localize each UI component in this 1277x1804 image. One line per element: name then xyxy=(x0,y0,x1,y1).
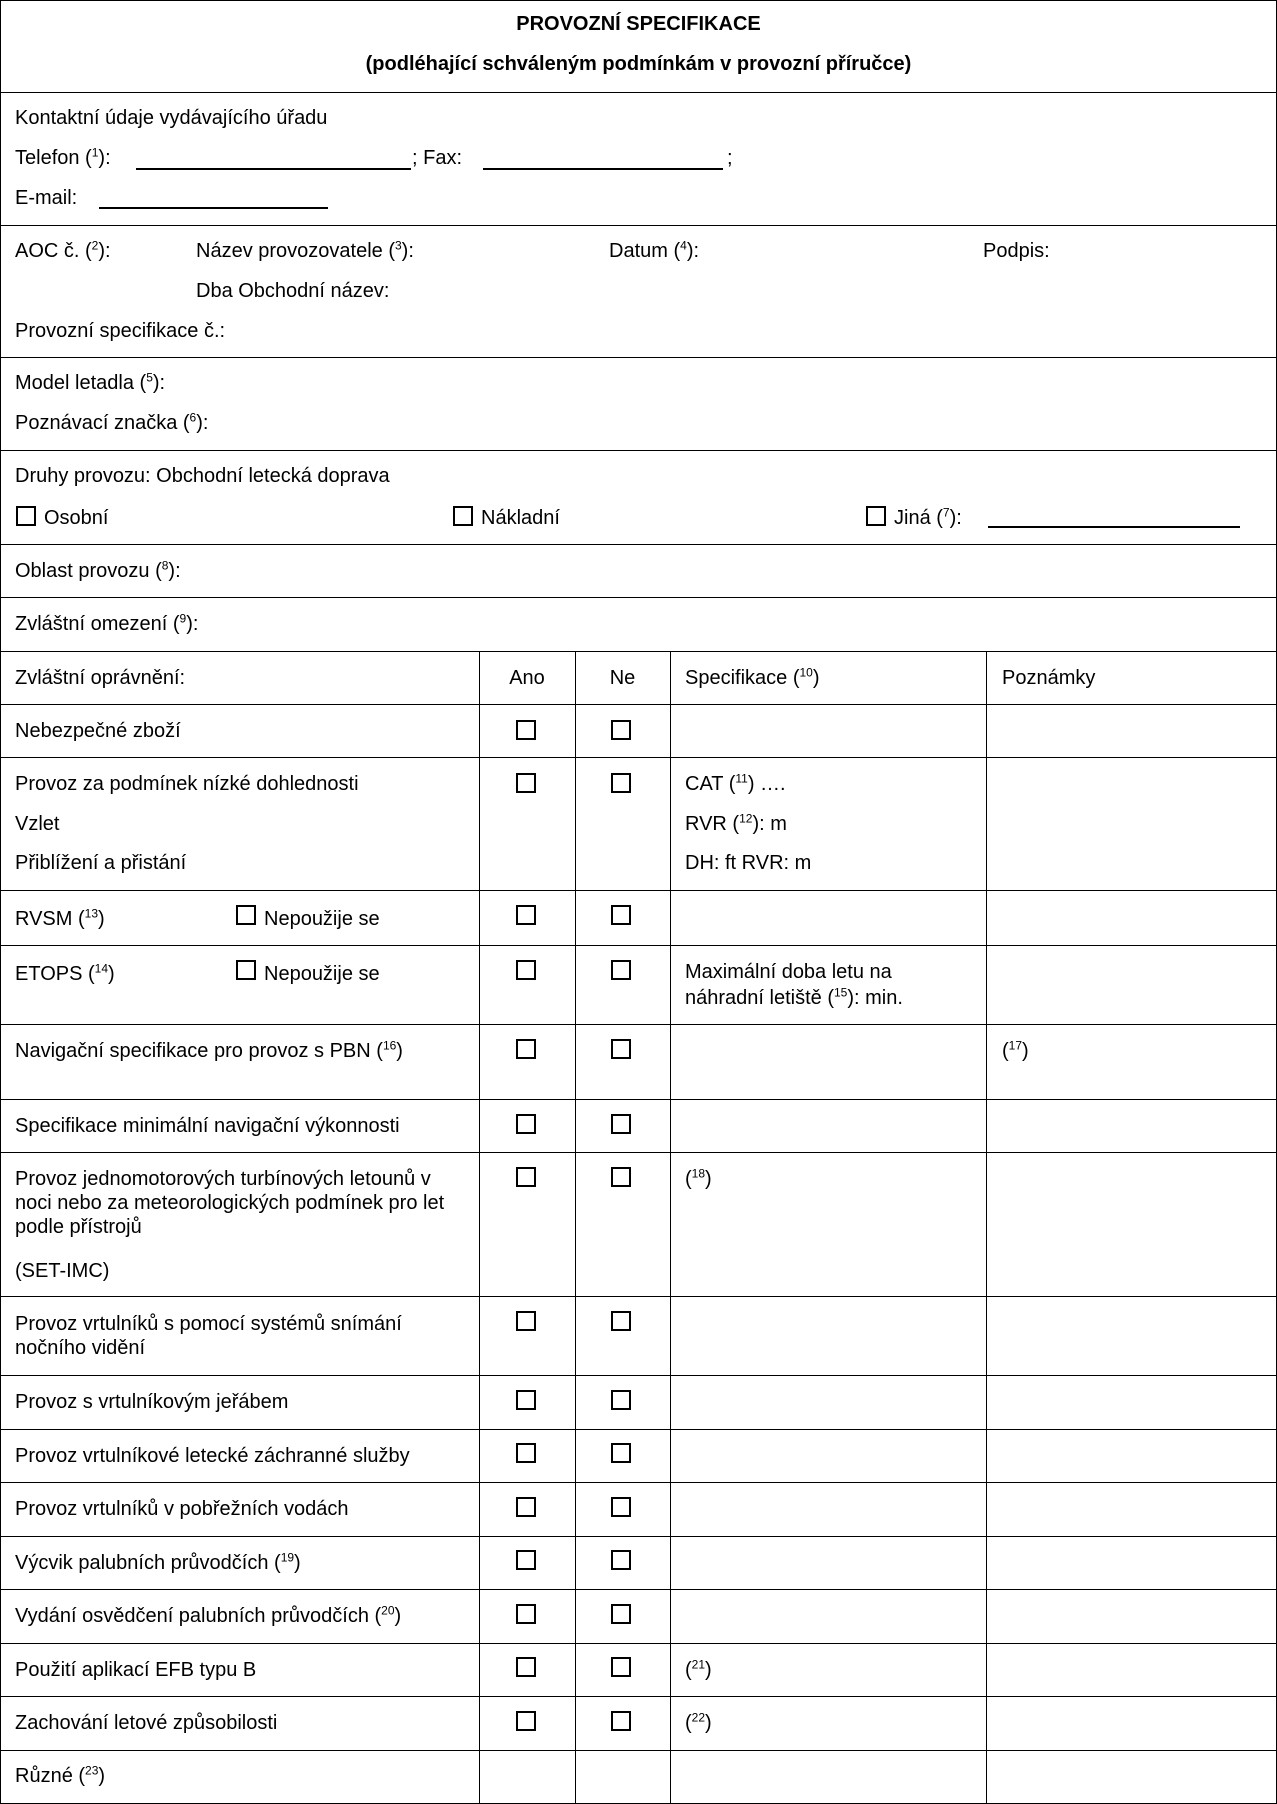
no-checkbox[interactable] xyxy=(611,1167,631,1187)
row-sublabel: (SET-IMC) xyxy=(15,1260,110,1282)
yes-header: Ano xyxy=(509,667,545,689)
other-label: Jiná ($^7$): xyxy=(894,505,962,529)
spec-dh: DH: ft RVR: m xyxy=(685,852,812,874)
column-line xyxy=(670,651,671,1804)
no-checkbox[interactable] xyxy=(611,1497,631,1517)
divider xyxy=(0,357,1277,358)
page-title: PROVOZNÍ SPECIFIKACE xyxy=(516,13,761,35)
yes-checkbox[interactable] xyxy=(516,1550,536,1570)
remarks-header: Poznámky xyxy=(1002,667,1096,689)
no-checkbox[interactable] xyxy=(611,1550,631,1570)
column-line xyxy=(575,651,576,1804)
no-checkbox[interactable] xyxy=(611,1039,631,1059)
yes-checkbox[interactable] xyxy=(516,1443,536,1463)
spec-note: ($^{21}$) xyxy=(685,1657,712,1681)
cargo-checkbox[interactable] xyxy=(453,506,473,526)
row-label: Použití aplikací EFB typu B xyxy=(15,1659,257,1681)
column-line xyxy=(479,651,480,1804)
no-checkbox[interactable] xyxy=(611,773,631,793)
row-label: Navigační specifikace pro provoz s PBN ($^{16}$) xyxy=(15,1038,403,1062)
no-checkbox[interactable] xyxy=(611,1657,631,1677)
row-label: Zachování letové způsobilosti xyxy=(15,1712,278,1734)
divider xyxy=(0,92,1277,93)
divider xyxy=(0,1643,1277,1644)
other-field[interactable] xyxy=(988,526,1240,528)
divider xyxy=(0,1750,1277,1751)
row-label: Provoz vrtulníkové letecké záchranné služby xyxy=(15,1445,410,1467)
divider xyxy=(0,597,1277,598)
passenger-label: Osobní xyxy=(44,507,109,529)
divider xyxy=(0,1696,1277,1697)
row-sublabel: Přiblížení a přistání xyxy=(15,852,187,874)
email-label: E-mail: xyxy=(15,187,78,209)
yes-checkbox[interactable] xyxy=(516,1311,536,1331)
not-applicable-checkbox[interactable] xyxy=(236,905,256,925)
approvals-header: Zvláštní oprávnění: xyxy=(15,667,186,689)
other-checkbox[interactable] xyxy=(866,506,886,526)
row-label: Provoz jednomotorových turbínových letounů v noci nebo za meteorologických podmínek pro let podle přístrojů xyxy=(15,1168,445,1238)
row-label: Výcvik palubních průvodčích ($^{19}$) xyxy=(15,1550,301,1574)
spec-max-time: Maximální doba letu na xyxy=(685,961,892,983)
divider xyxy=(0,1589,1277,1590)
area-label: Oblast provozu ($^8$): xyxy=(15,558,181,582)
row-label: RVSM ($^{13}$) xyxy=(15,906,105,930)
registration-label: Poznávací značka ($^6$): xyxy=(15,410,209,434)
phone-field[interactable] xyxy=(136,168,411,170)
operator-name-label: Název provozovatele ($^3$): xyxy=(196,238,414,262)
divider xyxy=(0,704,1277,705)
divider xyxy=(0,1375,1277,1376)
spec-header: Specifikace ($^{10}$) xyxy=(685,665,820,689)
row-label: Provoz s vrtulníkovým jeřábem xyxy=(15,1391,289,1413)
divider xyxy=(0,1482,1277,1483)
spec-cat: CAT ($^{11}$) …. xyxy=(685,771,786,795)
yes-checkbox[interactable] xyxy=(516,1497,536,1517)
not-applicable-label: Nepoužije se xyxy=(264,963,380,985)
yes-checkbox[interactable] xyxy=(516,1114,536,1134)
yes-checkbox[interactable] xyxy=(516,1039,536,1059)
signature-label: Podpis: xyxy=(983,240,1050,262)
yes-checkbox[interactable] xyxy=(516,905,536,925)
no-checkbox[interactable] xyxy=(611,905,631,925)
no-checkbox[interactable] xyxy=(611,1443,631,1463)
row-label: Specifikace minimální navigační výkonnosti xyxy=(15,1115,400,1137)
page-subtitle: (podléhající schváleným podmínkám v provozní příručce) xyxy=(365,53,912,75)
email-field[interactable] xyxy=(99,207,328,209)
no-checkbox[interactable] xyxy=(611,1604,631,1624)
passenger-checkbox[interactable] xyxy=(16,506,36,526)
frame-top xyxy=(0,0,1277,1)
row-label: Provoz vrtulníků v pobřežních vodách xyxy=(15,1498,349,1520)
divider xyxy=(0,1296,1277,1297)
yes-checkbox[interactable] xyxy=(516,773,536,793)
row-label: Nebezpečné zboží xyxy=(15,720,181,742)
remark-note: ($^{17}$) xyxy=(1002,1038,1029,1062)
cargo-label: Nákladní xyxy=(481,507,560,529)
divider xyxy=(0,1152,1277,1153)
no-checkbox[interactable] xyxy=(611,1114,631,1134)
row-label: Vydání osvědčení palubních průvodčích ($^{20}$) xyxy=(15,1603,402,1627)
spec-note: ($^{18}$) xyxy=(685,1166,712,1190)
row-label: Provoz vrtulníků s pomocí systémů snímání nočního vidění xyxy=(15,1313,402,1359)
not-applicable-label: Nepoužije se xyxy=(264,908,380,930)
no-header: Ne xyxy=(609,667,636,689)
no-checkbox[interactable] xyxy=(611,720,631,740)
divider xyxy=(0,651,1277,652)
contact-heading: Kontaktní údaje vydávajícího úřadu xyxy=(15,107,328,129)
no-checkbox[interactable] xyxy=(611,960,631,980)
row-label: Různé ($^{23}$) xyxy=(15,1763,106,1787)
divider xyxy=(0,450,1277,451)
phone-label: Telefon ($^1$): xyxy=(15,145,111,169)
fax-field[interactable] xyxy=(483,168,723,170)
yes-checkbox[interactable] xyxy=(516,1711,536,1731)
not-applicable-checkbox[interactable] xyxy=(236,960,256,980)
operations-heading: Druhy provozu: Obchodní letecká doprava xyxy=(15,465,390,487)
row-label: ETOPS ($^{14}$) xyxy=(15,961,115,985)
divider xyxy=(0,1024,1277,1025)
divider xyxy=(0,544,1277,545)
divider xyxy=(0,757,1277,758)
aircraft-model-label: Model letadla ($^5$): xyxy=(15,370,166,394)
no-checkbox[interactable] xyxy=(611,1390,631,1410)
spec-alternate: náhradní letiště ($^{15}$): min. xyxy=(685,985,903,1009)
divider xyxy=(0,225,1277,226)
divider xyxy=(0,1099,1277,1100)
limitations-label: Zvláštní omezení ($^9$): xyxy=(15,611,199,635)
no-checkbox[interactable] xyxy=(611,1311,631,1331)
row-label: Provoz za podmínek nízké dohlednosti xyxy=(15,773,359,795)
yes-checkbox[interactable] xyxy=(516,960,536,980)
yes-checkbox[interactable] xyxy=(516,1604,536,1624)
yes-checkbox[interactable] xyxy=(516,720,536,740)
divider xyxy=(0,945,1277,946)
spec-number-label: Provozní specifikace č.: xyxy=(15,320,226,342)
divider xyxy=(0,1429,1277,1430)
fax-end: ; xyxy=(727,147,733,169)
date-label: Datum ($^4$): xyxy=(609,238,700,262)
row-sublabel: Vzlet xyxy=(15,813,60,835)
yes-checkbox[interactable] xyxy=(516,1390,536,1410)
no-checkbox[interactable] xyxy=(611,1711,631,1731)
divider xyxy=(0,1536,1277,1537)
divider xyxy=(0,890,1277,891)
yes-checkbox[interactable] xyxy=(516,1657,536,1677)
column-line xyxy=(986,651,987,1804)
fax-label: ; Fax: xyxy=(412,147,463,169)
spec-note: ($^{22}$) xyxy=(685,1710,712,1734)
aoc-label: AOC č. ($^2$): xyxy=(15,238,111,262)
spec-rvr: RVR ($^{12}$): m xyxy=(685,811,787,835)
dba-label: Dba Obchodní název: xyxy=(196,280,390,302)
yes-checkbox[interactable] xyxy=(516,1167,536,1187)
frame-left xyxy=(0,0,1,1804)
